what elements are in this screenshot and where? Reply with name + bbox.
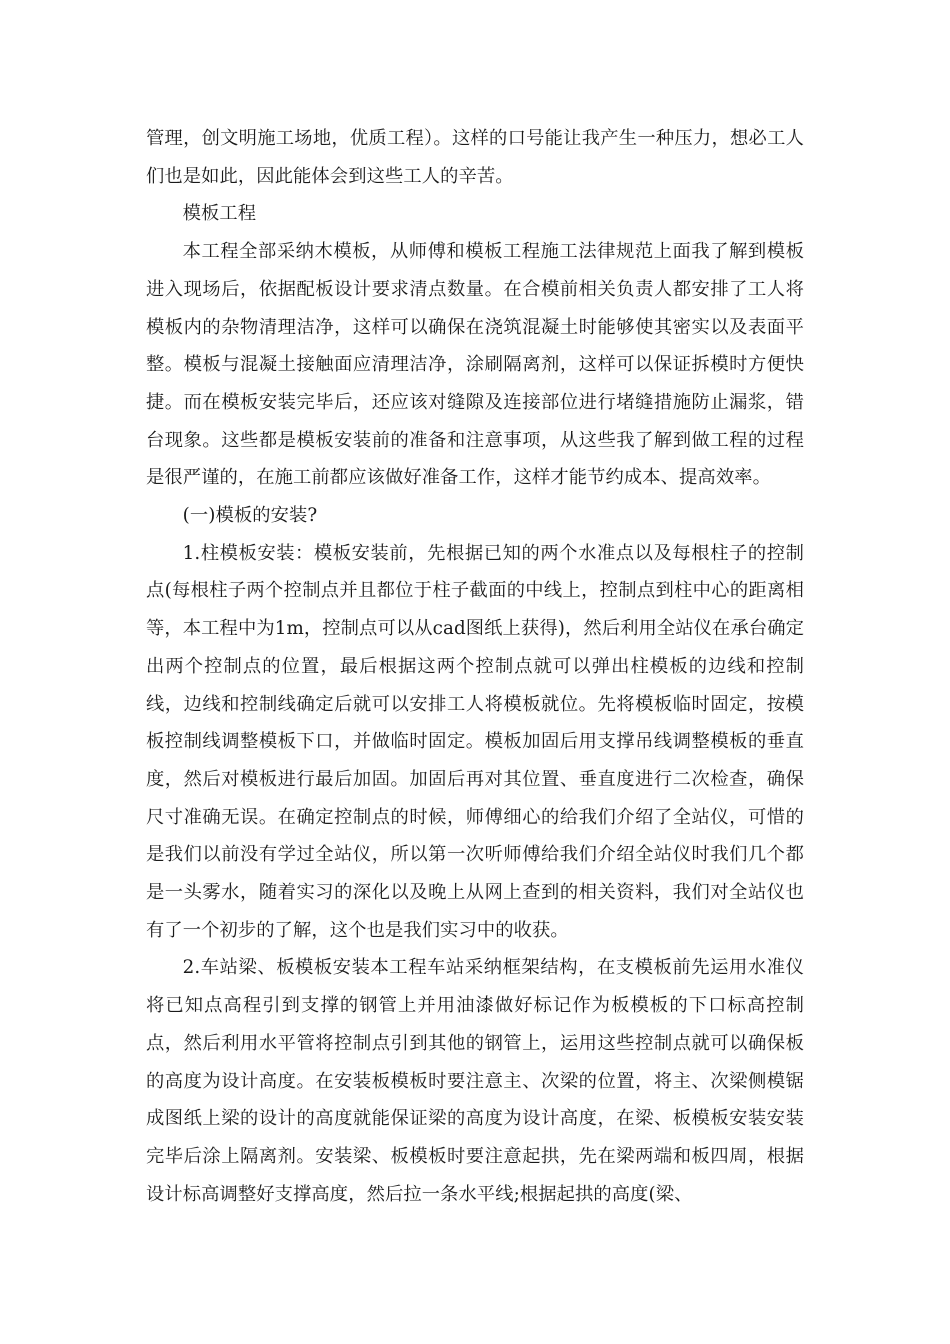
section-heading-installation: (一)模板的安装? bbox=[182, 505, 318, 527]
paragraph-column-formwork: 1.柱模板安装：模板安装前，先根据已知的两个水准点以及每根柱子的控制点(每根柱子两个控制点并且都位于柱子截面的中线上，控制点到柱中心的距离相等，本工程中为1m，控制点可以从cad图纸上获得)，然后利用全站仪在承台确定出两个控制点的位置，最后根据这两个控制点就可以弹出柱模板的边线和控制线，边线和控制线确定后就可以安排工人将模板就位。先将模板临时固定，按模板控制线调整模板下口，并做临时固定。模板加固后用支撑吊线调整模板的垂直度，然后对模板进行最后加固。加固后再对其位置、垂直度进行二次检查，确保尺寸准确无误。在确定控制点的时候，师傅细心的给我们介绍了全站仪，可惜的是我们以前没有学过全站仪，所以第一次听师傅给我们介绍全站仪时我们几个都是一头雾水，随着实习的深化以及晚上从网上查到的相关资料，我们对全站仪也有了一个初步的了解，这个也是我们实习中的收获。 bbox=[146, 542, 804, 941]
paragraph-formwork-overview: 本工程全部采纳木模板，从师傅和模板工程施工法律规范上面我了解到模板进入现场后，依据配板设计要求清点数量。在合模前相关负责人都安排了工人将模板内的杂物清理洁净，这样可以确保在浇筑混凝土时能够使其密实以及表面平整。模板与混凝土接触面应清理洁净，涂刷隔离剂，这样可以保证拆模时方便快捷。而在模板安装完毕后，还应该对缝隙及连接部位进行堵缝措施防止漏浆，错台现象。这些都是模板安装前的准备和注意事项，从这些我了解到做工程的过程是很严谨的，在施工前都应该做好准备工作，这样才能节约成本、提高效率。 bbox=[146, 241, 804, 489]
paragraph-intro-continued: 管理，创文明施工场地，优质工程）。这样的口号能让我产生一种压力，想必工人们也是如此，因此能体会到这些工人的辛苦。 bbox=[146, 128, 804, 187]
section-heading-formwork: 模板工程 bbox=[182, 203, 257, 225]
document-body bbox=[146, 120, 804, 1213]
paragraph-beam-slab-formwork: 2.车站梁、板模板安装本工程车站采纳框架结构，在支模板前先运用水准仪将已知点高程引到支撑的钢管上并用油漆做好标记作为板模板的下口标高控制点，然后利用水平管将控制点引到其他的钢管上，运用这些控制点就可以确保板的高度为设计高度。在安装板模板时要注意主、次梁的位置，将主、次梁侧模锯成图纸上梁的设计的高度就能保证梁的高度为设计高度，在梁、板模板安装安装完毕后涂上隔离剂。安装梁、板模板时要注意起拱，先在梁两端和板四周，根据设计标高调整好支撑高度，然后拉一条水平线;根据起拱的高度(梁、 bbox=[146, 957, 804, 1205]
